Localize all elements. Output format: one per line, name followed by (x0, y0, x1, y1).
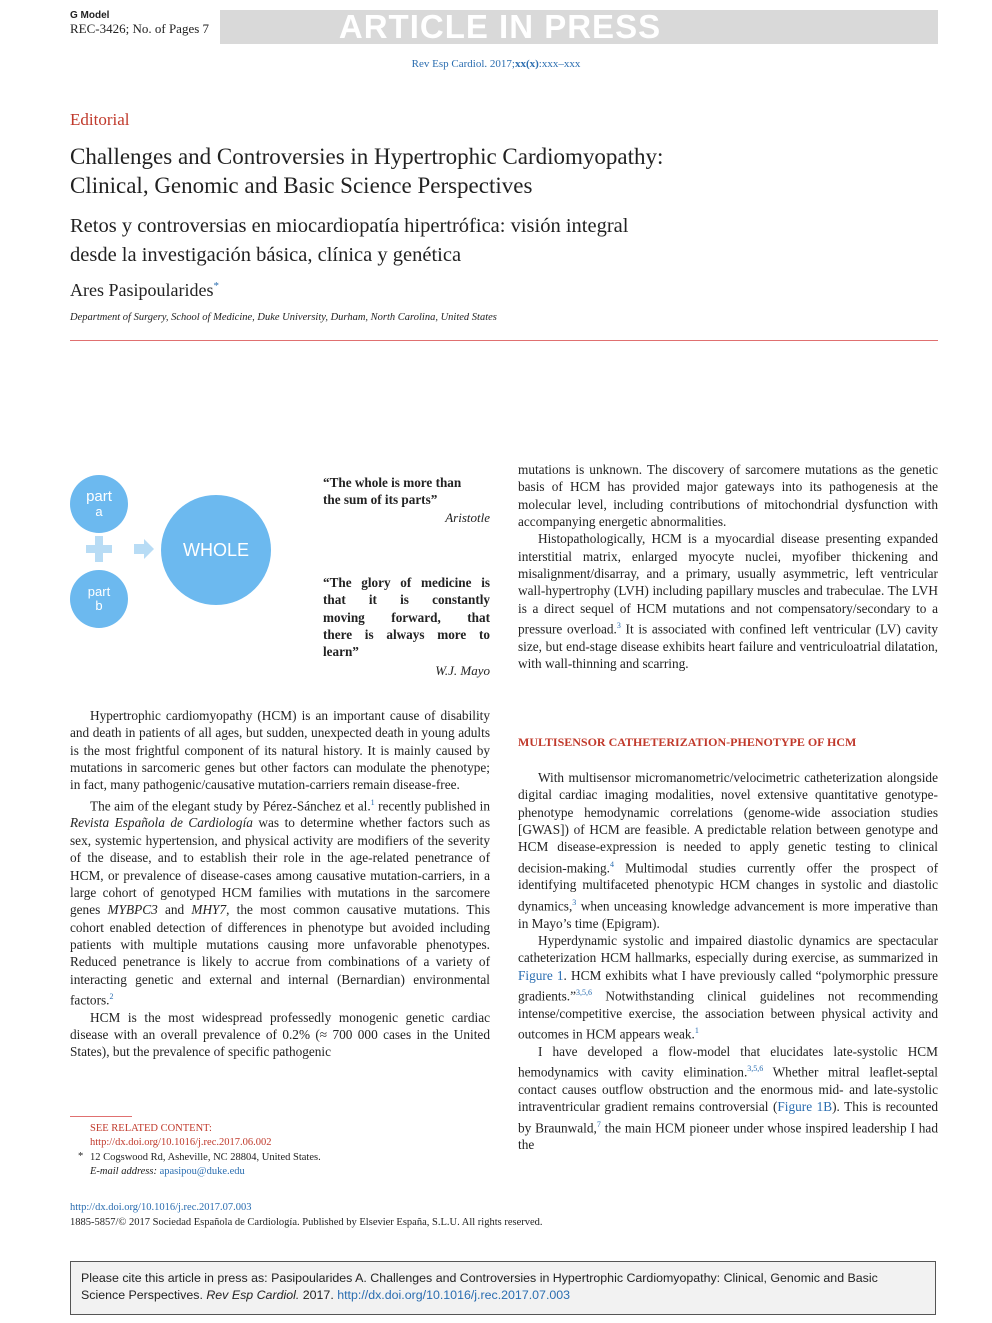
right-column-bottom (518, 769, 938, 1154)
affiliation: Department of Surgery, School of Medicine, Duke University, Durham, North Carolina, United States (70, 312, 497, 323)
paragraph-hyperdynamic (518, 932, 938, 1043)
ref-1-link[interactable]: 1 (370, 797, 375, 807)
histopathology-text-b: It is associated with confined left ventricular (LV) cavity size, but end-stage disease exhibits heart failure and ventriculoatrial dilatation, with wall-thinning and scarring. (518, 621, 938, 672)
article-subtitle (70, 212, 930, 270)
flow-model-text-d: the main HCM pioneer under whose inspired leadership I had the (518, 1120, 938, 1153)
epigram-2-line-4: there is always more to (323, 626, 490, 642)
citation-journal: Rev Esp Cardiol. (206, 1287, 300, 1302)
footer (70, 1200, 543, 1230)
histopathology-text-a: Histopathologically, HCM is a myocardial disease presenting expanded interstitial matrix, enlarged myocyte nuclei, myofiber thickening and misalignment/disarray, and a primary, usually asymmetric, left ventricular wall-hypertrophy (LVH) including papillary muscles and trabeculae. The LVH is a direct sequel of HCM mutations and not compensatory/secondary to a pressure overload. (518, 531, 938, 637)
model-label: G Model (70, 10, 110, 21)
ref-3-link[interactable]: 3 (616, 621, 621, 631)
epigram-1-line-1: “The whole is more than (323, 475, 462, 490)
multisensor-text-c: when unceasing knowledge advancement is more imperative than in Mayo’s time (Epigram). (518, 898, 938, 931)
related-content-link[interactable]: http://dx.doi.org/10.1016/j.rec.2017.06.002 (90, 1137, 272, 1148)
subtitle-line-2: desde la investigación básica, clínica y genética (70, 244, 462, 266)
ref-7-link[interactable]: 7 (596, 1119, 601, 1129)
part-a-circle (70, 475, 128, 533)
ref-356-link[interactable]: 3,5,6 (575, 987, 592, 997)
paragraph-histopathology (518, 530, 938, 672)
paragraph-study-aim (70, 794, 490, 1009)
part-b-label: part (87, 584, 111, 599)
part-a-label: part (86, 488, 112, 505)
footnote-star: * (78, 1151, 84, 1162)
arrow-right-icon (134, 539, 154, 559)
left-column (70, 707, 490, 1061)
ref-1b-link[interactable]: 1 (694, 1026, 699, 1036)
copyright: 1885-5857/© 2017 Sociedad Española de Cardiología. Published by Elsevier España, S.L.U. All rights reserved. (70, 1217, 543, 1228)
epigram-aristotle (323, 474, 490, 509)
article-doi-link[interactable]: http://dx.doi.org/10.1016/j.rec.2017.07.003 (70, 1202, 252, 1213)
epigram-2-line-2: that it is constantly (323, 592, 490, 608)
article-title (70, 142, 930, 200)
ref-3b-link[interactable]: 3 (572, 897, 577, 907)
see-related-label: SEE RELATED CONTENT: (90, 1123, 212, 1134)
subtitle-line-1: Retos y controversias en miocardiopatía hipertrófica: visión integral (70, 215, 629, 237)
reference-number: REC-3426; No. of Pages 7 (70, 21, 210, 36)
gene-mhy7: MHY7 (191, 902, 227, 918)
citation-text: Please cite this article in press as: Pasipoularides A. Challenges and Controversies in Hypertrophic Cardiomyopathy: Clinical, Genomic and Basic Science Perspectives. (81, 1271, 878, 1302)
part-b-circle (70, 570, 128, 628)
paragraph-prevalence: HCM is the most widespread professedly monogenic genetic cardiac disease with an overall prevalence of 0.2% (≈ 700 000 cases in the United States), but the prevalence of specific pathogenic (70, 1009, 490, 1060)
multisensor-text-b: Multimodal studies currently offer the prospect of identifying multifaceted phenotypic HCM changes in systolic and diastolic dynamics, (518, 860, 938, 914)
journal-reference[interactable] (0, 58, 992, 70)
footnote-divider (70, 1116, 132, 1117)
paragraph-flow-model (518, 1043, 938, 1154)
section-heading: MULTISENSOR CATHETERIZATION-PHENOTYPE OF HCM (518, 735, 857, 749)
email-label: E-mail address: (90, 1166, 157, 1177)
study-aim-and: and (157, 902, 192, 918)
ref-4-link[interactable]: 4 (609, 859, 614, 869)
ref-356b-link[interactable]: 3,5,6 (747, 1064, 764, 1074)
hyperdynamic-text-a: Hyperdynamic systolic and impaired diastolic dynamics are spectacular catheterization HCM hallmarks, especially during exercise, as summarized in (518, 932, 938, 966)
study-aim-text-d: , the most common causative mutations. This cohort enabled detection of differences in phenotype but avoided including patients with multiple mutations causing more unfavorable phenotypes. Reduced penetrance is likely to accrue from combinations of a variety of interacting genetic and external and internal (Bernardian) environmental factors. (70, 902, 490, 1008)
epigram-2-line-1: “The glory of medicine is (323, 575, 490, 590)
citation-year: 2017. (299, 1287, 338, 1302)
corresponding-address: 12 Cogswood Rd, Asheville, NC 28804, United States. (90, 1152, 321, 1163)
whole-circle (161, 495, 271, 605)
citation-doi-link[interactable]: http://dx.doi.org/10.1016/j.rec.2017.07.003 (337, 1287, 571, 1302)
ref-2-link[interactable]: 2 (109, 991, 114, 1001)
author-footnote-link[interactable]: * (213, 280, 219, 292)
epigram-2-line-5: learn” (323, 644, 359, 660)
journal-ref-pages: :xxx–xxx (538, 58, 581, 70)
hyperdynamic-text-b: . HCM exhibits what I have previously called “polymorphic pressure gradients.” (518, 967, 938, 1004)
gene-mybpc3: MYBPC3 (107, 902, 158, 918)
journal-ref-volume: xx(x) (514, 58, 539, 70)
title-line-2: Clinical, Genomic and Basic Science Perspectives (70, 173, 533, 198)
paragraph-mutations: mutations is unknown. The discovery of sarcomere mutations as the genetic basis of HCM has provided major gateways into its pathogenesis at the molecular level, including contributions of mitochondrial dysfunction with accompanying energetic abnormalities. (518, 462, 938, 530)
study-aim-text-a: The aim of the elegant study by Pérez-Sánchez et al. (90, 798, 371, 814)
article-in-press-text: ARTICLE IN PRESS (338, 8, 662, 45)
epigram-2-line-3: moving forward, that (323, 609, 490, 625)
part-a-letter: a (95, 504, 103, 519)
hyperdynamic-text-c: Notwithstanding clinical guidelines not recommending intense/competitive exercise, the association between physical activity and outcomes in HCM appears weak. (518, 988, 938, 1042)
figure-1b-link[interactable]: Figure 1B (777, 1099, 833, 1115)
figure-1-link[interactable]: Figure 1 (518, 967, 564, 983)
whole-label: WHOLE (182, 539, 249, 560)
right-column-top (518, 461, 938, 673)
epigram-2-author: W.J. Mayo (435, 663, 490, 678)
paragraph-multisensor (518, 769, 938, 932)
multisensor-text-a: With multisensor micromanometric/velocimetric catheterization alongside digital cardiac imaging modalities, novel extensive quantitative genotype-phenotype hemodynamic correlations (genome-wide association studies [GWAS]) of HCM are feasible. A predictable relation between genotype and HCM disease-expression is needed to apply genetic testing to clinical decision-making. (518, 770, 938, 876)
study-aim-text-c: was to determine whether factors such as sex, systemic hypertension, and physical activity are modifiers of the severity of the disease, and to establish their role in the age-related penetrance of HCM, or prevalence of disease-cases among causative mutation-carriers, in a large cohort of genotyped HCM families with mutations in the sarcomere genes (70, 815, 490, 918)
citation-box (70, 1261, 936, 1315)
plus-icon (86, 536, 112, 562)
author (70, 280, 219, 301)
epigram-1-line-2: the sum of its parts” (323, 492, 438, 508)
part-b-letter: b (95, 598, 103, 613)
email-link[interactable]: apasipou@duke.edu (159, 1166, 245, 1177)
journal-name: Revista Española de Cardiología (70, 815, 253, 831)
epigram-1-author: Aristotle (445, 510, 490, 525)
flow-model-text-a: I have developed a flow-model that elucidates late-systolic HCM hemodynamics with cavity elimination. (518, 1043, 938, 1080)
paragraph-intro: Hypertrophic cardiomyopathy (HCM) is an important cause of disability and death in patients of all ages, but sudden, unexpected death in young adults is the most frightful component of its natural history. It is mainly caused by mutations in sarcomeric genes but other factors can modulate the phenotype; in fact, many pathogenic/causative mutation-carriers remain disease-free. (70, 708, 490, 793)
study-aim-text-b: recently published in (374, 798, 491, 814)
flow-model-text-c: ). This is recounted by Braunwald, (518, 1099, 938, 1136)
title-line-1: Challenges and Controversies in Hypertrophic Cardiomyopathy: (70, 144, 664, 169)
header-divider (70, 340, 938, 341)
email-line (90, 1164, 245, 1179)
epigram-mayo (323, 574, 490, 660)
author-name: Ares Pasipoularides (70, 280, 214, 300)
journal-ref-prefix: Rev Esp Cardiol. 2017; (411, 58, 515, 70)
article-type: Editorial (70, 110, 130, 129)
flow-model-text-b: Whether mitral leaflet-septal contact causes outflow obstruction and the enormous mid- and late-systolic intraventricular gradient remains controversial ( (518, 1064, 938, 1115)
